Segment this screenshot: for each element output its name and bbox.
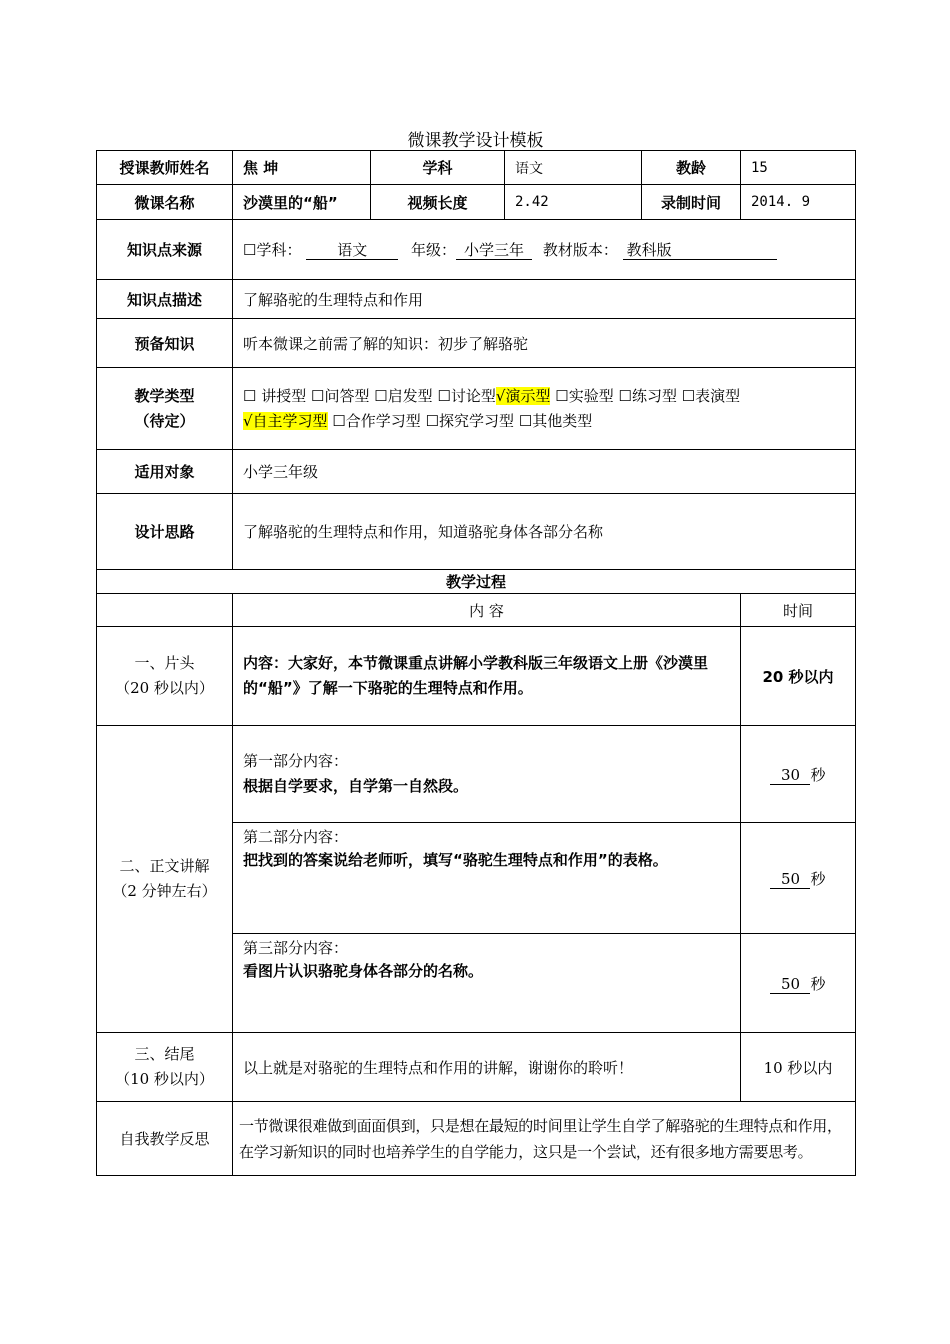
source-edition-prefix: 教材版本： bbox=[542, 241, 618, 259]
target-row bbox=[97, 450, 856, 494]
body-part-1-cell bbox=[233, 726, 741, 823]
teaching-age-label: 教龄 bbox=[642, 151, 741, 185]
process-header-content: 内 容 bbox=[233, 594, 741, 627]
ending-stage: 三、结尾 bbox=[134, 1045, 195, 1063]
body-part-1-title: 第一部分内容： bbox=[243, 752, 349, 770]
ending-content: 以上就是对骆驼的生理特点和作用的讲解，谢谢你的聆听！ bbox=[233, 1033, 741, 1102]
design-form-table bbox=[96, 150, 856, 1176]
teaching-type-row bbox=[97, 368, 856, 450]
process-ending-row bbox=[97, 1033, 856, 1102]
type-option-cooperative[interactable]: ☐合作学习型 bbox=[332, 411, 421, 430]
info-row-2 bbox=[97, 185, 856, 220]
type-option-other[interactable]: ☐其他类型 bbox=[518, 411, 593, 430]
prereq-row bbox=[97, 319, 856, 368]
intro-time: 20 秒以内 bbox=[741, 627, 856, 726]
source-grade-value: 小学三年 bbox=[456, 242, 532, 260]
reflection-content: 一节微课很难做到面面俱到，只是想在最短的时间里让学生自学了解骆驼的生理特点和作用，在学习新知识的同时也培养学生的自学能力，这只是一个尝试，还有很多地方需要思考。 bbox=[233, 1102, 856, 1176]
source-edition-value: 教科版 bbox=[623, 242, 777, 260]
intro-stage-cell bbox=[97, 627, 233, 726]
body-part-3-time-unit: 秒 bbox=[810, 974, 826, 993]
prereq-label: 预备知识 bbox=[97, 319, 233, 368]
source-subject-value: 语文 bbox=[306, 242, 398, 260]
teaching-type-label: 教学类型 bbox=[134, 386, 195, 405]
description-label: 知识点描述 bbox=[97, 280, 233, 319]
knowledge-source-row bbox=[97, 220, 856, 280]
body-part-1-time-cell bbox=[741, 726, 856, 823]
video-duration-value: 2.42 bbox=[505, 185, 642, 220]
source-subject-prefix: 学科： bbox=[256, 241, 302, 259]
body-part-2-time-cell bbox=[741, 823, 856, 934]
body-part-2-content: 把找到的答案说给老师听，填写“骆驼生理特点和作用”的表格。 bbox=[243, 851, 668, 869]
body-stage-time: （2 分钟左右） bbox=[112, 882, 217, 900]
description-value: 了解骆驼的生理特点和作用 bbox=[233, 280, 856, 319]
subject-value: 语文 bbox=[505, 151, 642, 185]
teacher-value: 焦 坤 bbox=[233, 151, 371, 185]
process-body-part-1-row bbox=[97, 726, 856, 823]
body-part-3-content: 看图片认识骆驼身体各部分的名称。 bbox=[243, 962, 484, 980]
reflection-row bbox=[97, 1102, 856, 1176]
record-time-label: 录制时间 bbox=[642, 185, 741, 220]
body-part-2-cell bbox=[233, 823, 741, 934]
process-intro-row bbox=[97, 627, 856, 726]
knowledge-source-label: 知识点来源 bbox=[97, 220, 233, 280]
knowledge-source-content bbox=[233, 220, 856, 280]
subject-label: 学科 bbox=[371, 151, 505, 185]
type-option-inquiry[interactable]: ☐探究学习型 bbox=[425, 411, 515, 430]
source-checkbox[interactable]: ☐ bbox=[243, 241, 257, 259]
type-option-heuristic[interactable]: ☐启发型 bbox=[374, 386, 433, 405]
video-duration-label: 视频长度 bbox=[371, 185, 505, 220]
prereq-value: 听本微课之前需了解的知识：初步了解骆驼 bbox=[233, 319, 856, 368]
body-part-1-time-value: 30 bbox=[770, 767, 810, 785]
body-part-3-cell bbox=[233, 934, 741, 1033]
body-part-3-time-cell bbox=[741, 934, 856, 1033]
type-option-performance[interactable]: ☐表演型 bbox=[681, 386, 741, 405]
body-part-2-time-unit: 秒 bbox=[810, 869, 826, 888]
design-row bbox=[97, 494, 856, 570]
process-header-row bbox=[97, 594, 856, 627]
type-option-lecture[interactable]: ☐ 讲授型 bbox=[243, 386, 307, 405]
page-title: 微课教学设计模板 bbox=[407, 131, 544, 151]
body-part-1-time-unit: 秒 bbox=[810, 765, 826, 784]
description-row bbox=[97, 280, 856, 319]
process-header-stage bbox=[97, 594, 233, 627]
source-grade-prefix: 年级： bbox=[411, 241, 457, 259]
ending-time: 10 秒以内 bbox=[741, 1033, 856, 1102]
intro-stage: 一、片头 bbox=[134, 654, 195, 672]
intro-content: 内容：大家好，本节微课重点讲解小学教科版三年级语文上册《沙漠里的“船”》了解一下骆驼的生理特点和作用。 bbox=[233, 627, 741, 726]
design-label: 设计思路 bbox=[97, 494, 233, 570]
body-part-2-title: 第二部分内容： bbox=[243, 828, 349, 846]
target-label: 适用对象 bbox=[97, 450, 233, 494]
teaching-age-value: 15 bbox=[741, 151, 856, 185]
reflection-label: 自我教学反思 bbox=[97, 1102, 233, 1176]
type-option-experiment[interactable]: ☐实验型 bbox=[555, 386, 614, 405]
course-name-value: 沙漠里的“船” bbox=[233, 185, 371, 220]
process-title: 教学过程 bbox=[97, 570, 856, 594]
type-option-self-study[interactable]: √自主学习型 bbox=[243, 411, 328, 430]
intro-stage-time: （20 秒以内） bbox=[115, 679, 214, 697]
teaching-type-label-note: （待定） bbox=[134, 411, 195, 430]
body-stage: 二、正文讲解 bbox=[119, 857, 210, 875]
record-time-value: 2014. 9 bbox=[741, 185, 856, 220]
design-value: 了解骆驼的生理特点和作用，知道骆驼身体各部分名称 bbox=[233, 494, 856, 570]
course-name-label: 微课名称 bbox=[97, 185, 233, 220]
ending-stage-time: （10 秒以内） bbox=[115, 1070, 214, 1088]
teaching-type-options bbox=[233, 368, 856, 450]
ending-stage-cell bbox=[97, 1033, 233, 1102]
process-header-time: 时间 bbox=[741, 594, 856, 627]
teaching-type-label-cell bbox=[97, 368, 233, 450]
body-part-3-title: 第三部分内容： bbox=[243, 939, 349, 957]
type-option-practice[interactable]: ☐练习型 bbox=[618, 386, 677, 405]
target-value: 小学三年级 bbox=[233, 450, 856, 494]
teacher-label: 授课教师姓名 bbox=[97, 151, 233, 185]
body-part-2-time-value: 50 bbox=[770, 871, 810, 889]
type-option-discussion[interactable]: ☐讨论型 bbox=[437, 386, 496, 405]
type-option-demo[interactable]: √演示型 bbox=[495, 386, 551, 405]
body-part-1-content: 根据自学要求，自学第一自然段。 bbox=[243, 777, 469, 795]
body-part-3-time-value: 50 bbox=[770, 976, 810, 994]
process-title-row bbox=[97, 570, 856, 594]
info-row-1 bbox=[97, 151, 856, 185]
type-option-qa[interactable]: ☐问答型 bbox=[311, 386, 370, 405]
body-stage-cell bbox=[97, 726, 233, 1033]
